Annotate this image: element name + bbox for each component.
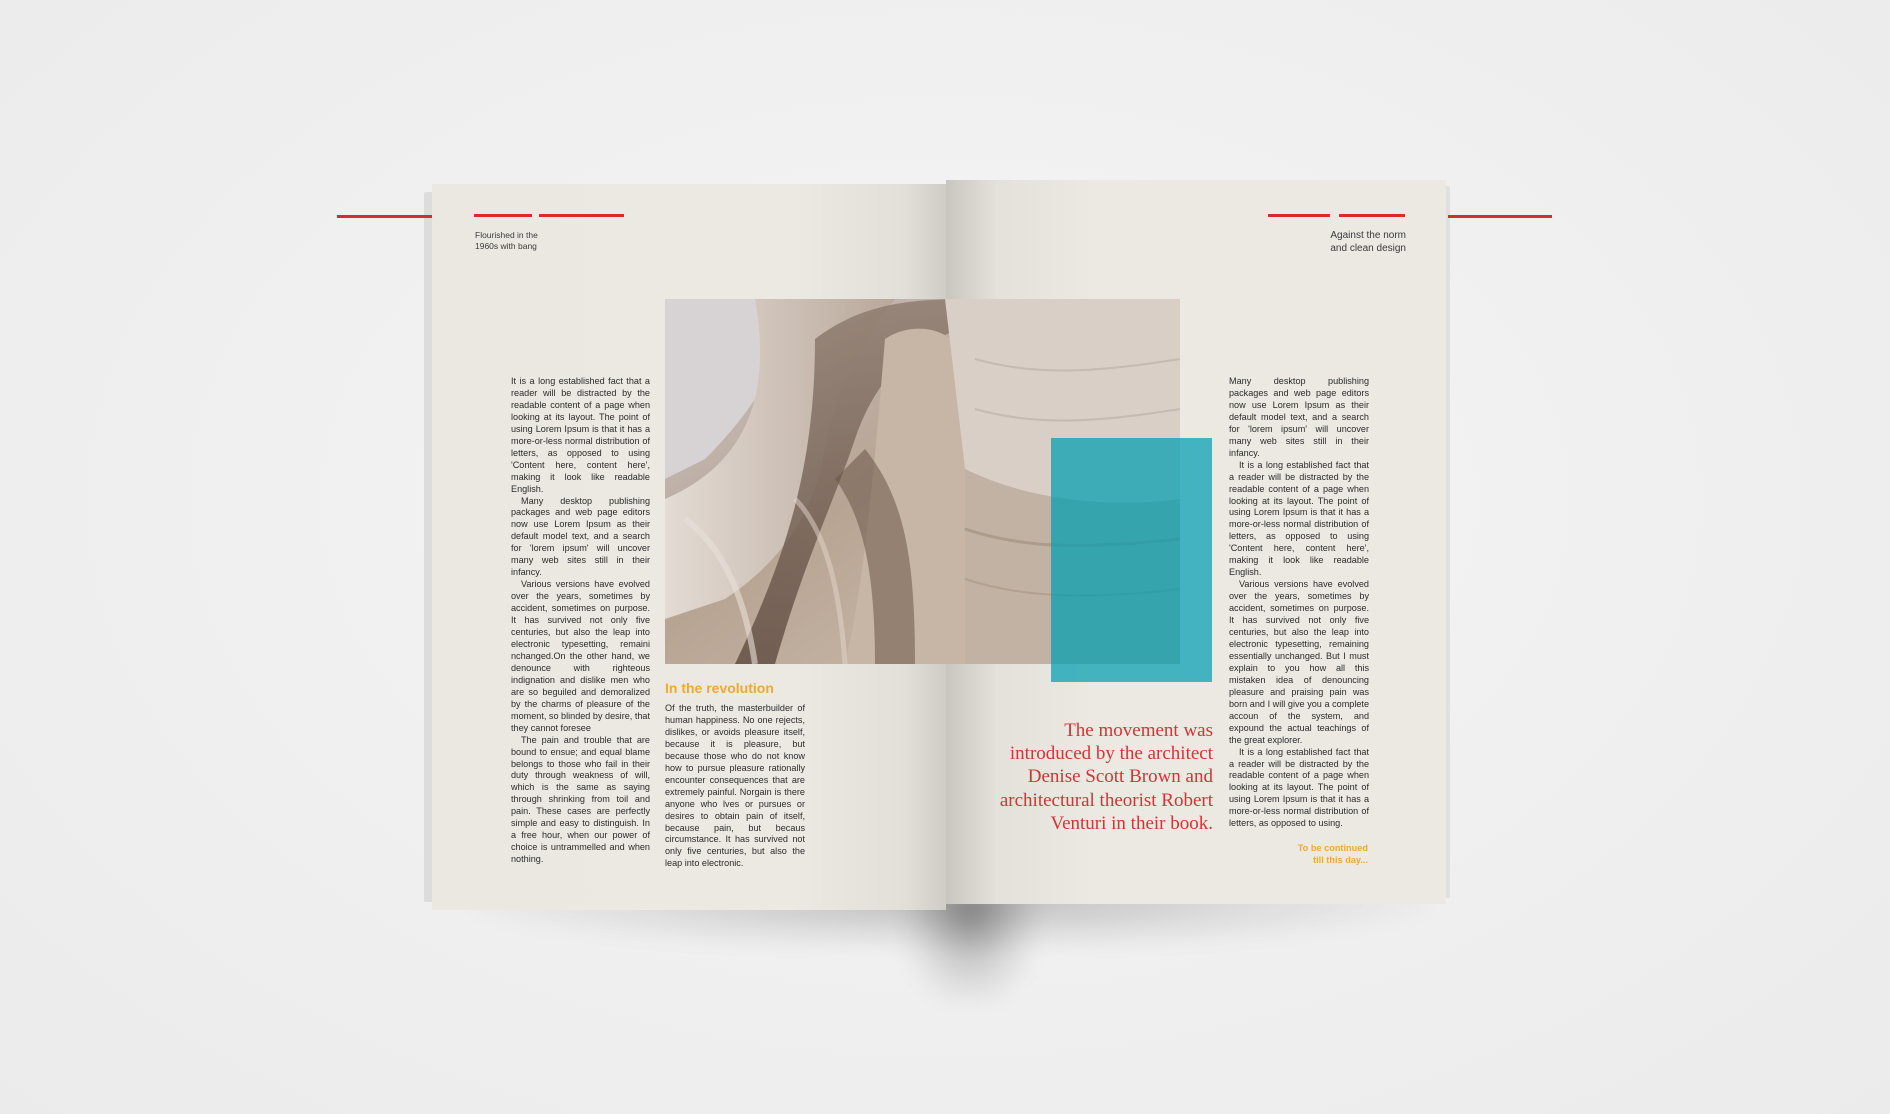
- red-rule-outer-left: [337, 215, 432, 218]
- paragraph: Many desktop publishing packages and web page editors now use Lorem Ipsum as their default model text, and a search for 'lorem ipsum' will uncover many web sites still in their infancy.: [1229, 376, 1369, 458]
- paragraph: It is a long established fact that a reader will be distracted by the readable content of a page when looking at its layout. The point of using Lorem Ipsum is that it has a more-or-less normal distribution of letters, as opposed to using 'Content here, content here', making it look like readable English.: [511, 376, 650, 494]
- pull-quote: The movement was introduced by the architect Denise Scott Brown and architectural theorist Robert Venturi in their book.: [999, 720, 1213, 834]
- paragraph: Many desktop publishing packages and web page editors now use Lorem Ipsum as their default model text, and a search for 'lorem ipsum' will uncover many web sites still in their infancy.: [511, 495, 650, 578]
- left-running-head: [475, 230, 595, 252]
- right-running-head: [1266, 229, 1406, 255]
- red-rule-outer-right: [1448, 215, 1552, 218]
- red-rule-right-b: [1339, 214, 1405, 217]
- right-running-head-line-1: Against the norm: [1330, 230, 1406, 241]
- body-column-1: [511, 376, 650, 866]
- paragraph: Various versions have evolved over the years, sometimes by accident, sometimes on purpose. It has survived not only five centuries, but also the leap into electronic typesetting, remaini nchanged.On the other hand, we denounce with righteous indignation and dislike men who are so beguiled and demoralized by the charms of pleasure of the moment, so blinded by desire, that they cannot foresee: [511, 579, 651, 733]
- right-running-head-line-2: and clean design: [1330, 243, 1406, 254]
- continued-note-line-1: To be continued: [1297, 843, 1368, 853]
- paragraph: Of the truth, the masterbuilder of human happiness. No one rejects, dislikes, or avoids pleasure itself, because it is pleasure, but because those who do not know how to pursue pleasure rationally encounter consequences that are extremely painful. Norgain is there anyone who lves or pursues or desires to obtain pain of itself, because pain, but becaus circumstance. It has survived not only five centuries, but also the leap into electronic.: [665, 703, 805, 869]
- continued-note: [1240, 842, 1368, 866]
- red-rule-left-b: [539, 214, 624, 217]
- continued-note-line-2: till this day...: [1313, 855, 1368, 865]
- red-rule-right-a: [1268, 214, 1330, 217]
- paragraph: It is a long established fact that a reader will be distracted by the readable content of a page when looking at its layout. The point of using Lorem Ipsum is that it has a more-or-less normal distribution of letters, as opposed to using 'Content here, content here', making it look like readable English.: [1229, 459, 1369, 578]
- body-column-2: [665, 703, 805, 870]
- teal-color-block: [1051, 438, 1212, 682]
- paragraph: The pain and trouble that are bound to ensue; and equal blame belongs to those who fail in their duty through weakness of will, which is the same as saying through shrinking from toil and pain. These cases are perfectly simple and easy to distinguish. In a free hour, when our power of choice is untrammelled and when nothing.: [511, 734, 650, 865]
- section-subhead: In the revolution: [665, 680, 774, 696]
- paragraph: Various versions have evolved over the years, sometimes by accident, sometimes on purpose. It has survived not only five centuries, but also the leap into electronic typesetting, remaining essentially unchanged. But I must explain to you how all this mistaken idea of denouncing pleasure and praising pain was born and I will give you a complete accoun of the system, and expound the actual teachings of the great explorer.: [1229, 579, 1369, 745]
- paragraph: It is a long established fact that a reader will be distracted by the readable content of a page when looking at its layout. The point of using Lorem Ipsum is that it has a more-or-less normal distribution of letters, as opposed to using.: [1229, 746, 1369, 829]
- left-running-head-line-2: 1960s with bang: [475, 241, 537, 251]
- red-rule-left-a: [474, 214, 532, 217]
- body-column-3: [1229, 376, 1369, 830]
- left-running-head-line-1: Flourished in the: [475, 230, 538, 240]
